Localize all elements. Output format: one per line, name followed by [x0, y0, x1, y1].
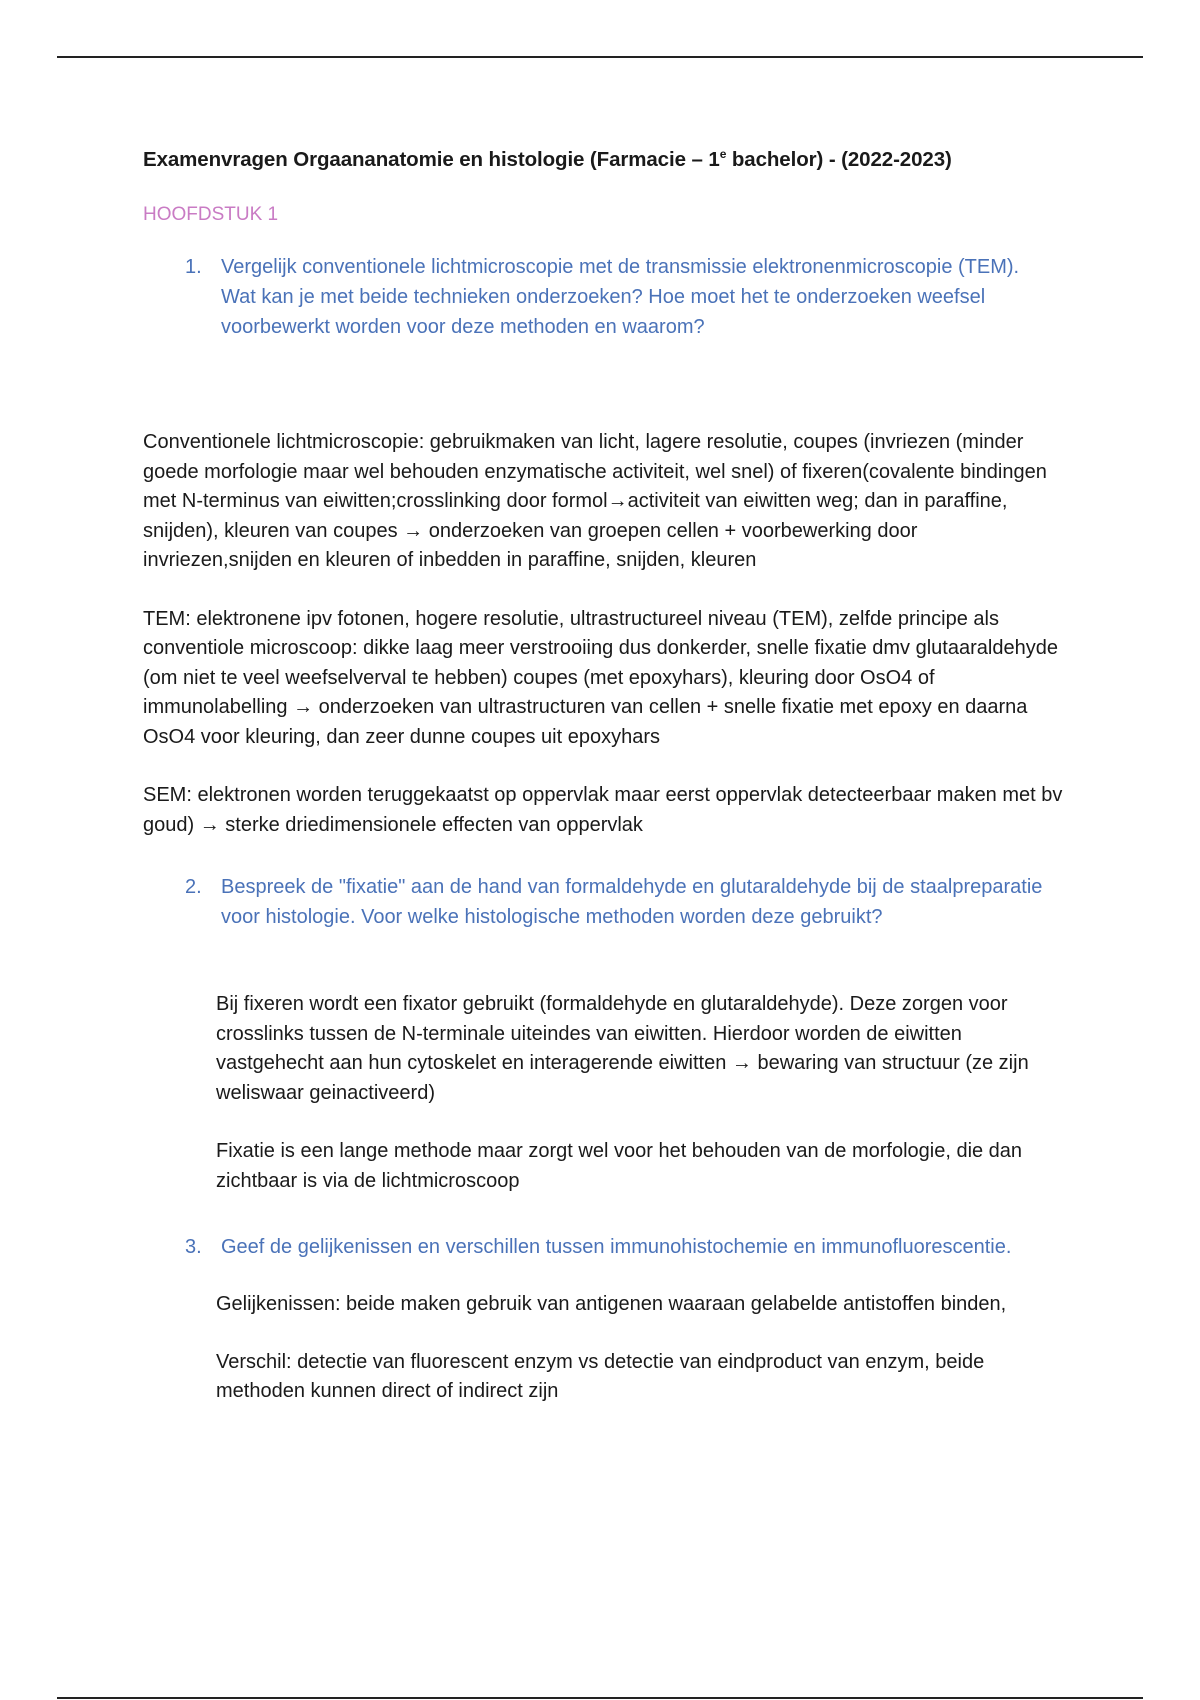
document-title-superscript: e	[719, 147, 727, 162]
answer-paragraph: Bij fixeren wordt een fixator gebruikt (formaldehyde en glutaraldehyde). Deze zorgen voor crosslinks tussen de N-terminale uiteindes van eiwitten. Hierdoor worden de eiwitten vastgehecht aan hun cytoskelet en interagerende eiwitten → bewaring van structuur (ze zijn weliswaar geinactiveerd)	[216, 993, 1029, 1104]
answer-paragraph: SEM: elektronen worden teruggekaatst op oppervlak maar eerst oppervlak detecteerbaar maken met bv goud) → sterke driedimensionele effecten van oppervlak	[143, 784, 1063, 836]
question-number: 3.	[185, 1236, 202, 1258]
question-3	[143, 1232, 1063, 1262]
answer-paragraph: Fixatie is een lange methode maar zorgt wel voor het behouden van de morfologie, die dan zichtbaar is via de lichtmicroscoop	[216, 1140, 1023, 1192]
chapter-heading: HOOFDSTUK 1	[143, 204, 279, 225]
answer-paragraph: Verschil: detectie van fluorescent enzym vs detectie van eindproduct van enzym, beide methoden kunnen direct of indirect zijn	[216, 1350, 985, 1402]
question-number: 1.	[185, 256, 202, 278]
question-text: Vergelijk conventionele lichtmicroscopie met de transmissie elektronenmicroscopie (TEM). Wat kan je met beide technieken onderzoeken? Hoe moet het te onderzoeken weefsel voorbewerkt worden voor deze methoden en waarom?	[221, 256, 1020, 338]
document-title-text-end: bachelor) - (2022-2023)	[726, 148, 952, 171]
question-1	[143, 252, 1063, 342]
document-body	[143, 146, 1063, 1407]
document-title	[143, 146, 1063, 174]
question-2	[143, 872, 1063, 932]
footer-rule	[57, 1697, 1143, 1699]
document-title-text: Examenvragen Orgaananatomie en histologie (Farmacie – 1	[143, 148, 720, 171]
answer-paragraph: Gelijkenissen: beide maken gebruik van antigenen waaraan gelabelde antistoffen binden,	[216, 1293, 1007, 1315]
question-text: Bespreek de "fixatie" aan de hand van formaldehyde en glutaraldehyde bij de staalpreparatie voor histologie. Voor welke histologische methoden worden deze gebruikt?	[221, 876, 1043, 928]
question-text: Geef de gelijkenissen en verschillen tussen immunohistochemie en immunofluorescentie.	[221, 1236, 1012, 1258]
answer-paragraph: TEM: elektronene ipv fotonen, hogere resolutie, ultrastructureel niveau (TEM), zelfde principe als conventiole microscoop: dikke laag meer verstrooiing dus donkerder, snelle fixatie dmv glutaaraldehyde (om niet te veel weefselverval te hebben) coupes (met epoxyhars), kleuring door OsO4 of immunolabelling → onderzoeken van ultrastructuren van cellen + snelle fixatie met epoxy en daarna OsO4 voor kleuring, dan zeer dunne coupes uit epoxyhars	[143, 607, 1058, 748]
header-rule	[57, 56, 1143, 58]
answer-paragraph: Conventionele lichtmicroscopie: gebruikmaken van licht, lagere resolutie, coupes (invriezen (minder goede morfologie maar wel behouden enzymatische activiteit, wel snel) of fixeren(covalente bindingen met N-terminus van eiwitten;crosslinking door formol→activiteit van eiwitten weg; dan in paraffine, snijden), kleuren van coupes → onderzoeken van groepen cellen + voorbewerking door invriezen,snijden en kleuren of inbedden in paraffine, snijden, kleuren	[143, 431, 1047, 571]
question-number: 2.	[185, 876, 202, 898]
